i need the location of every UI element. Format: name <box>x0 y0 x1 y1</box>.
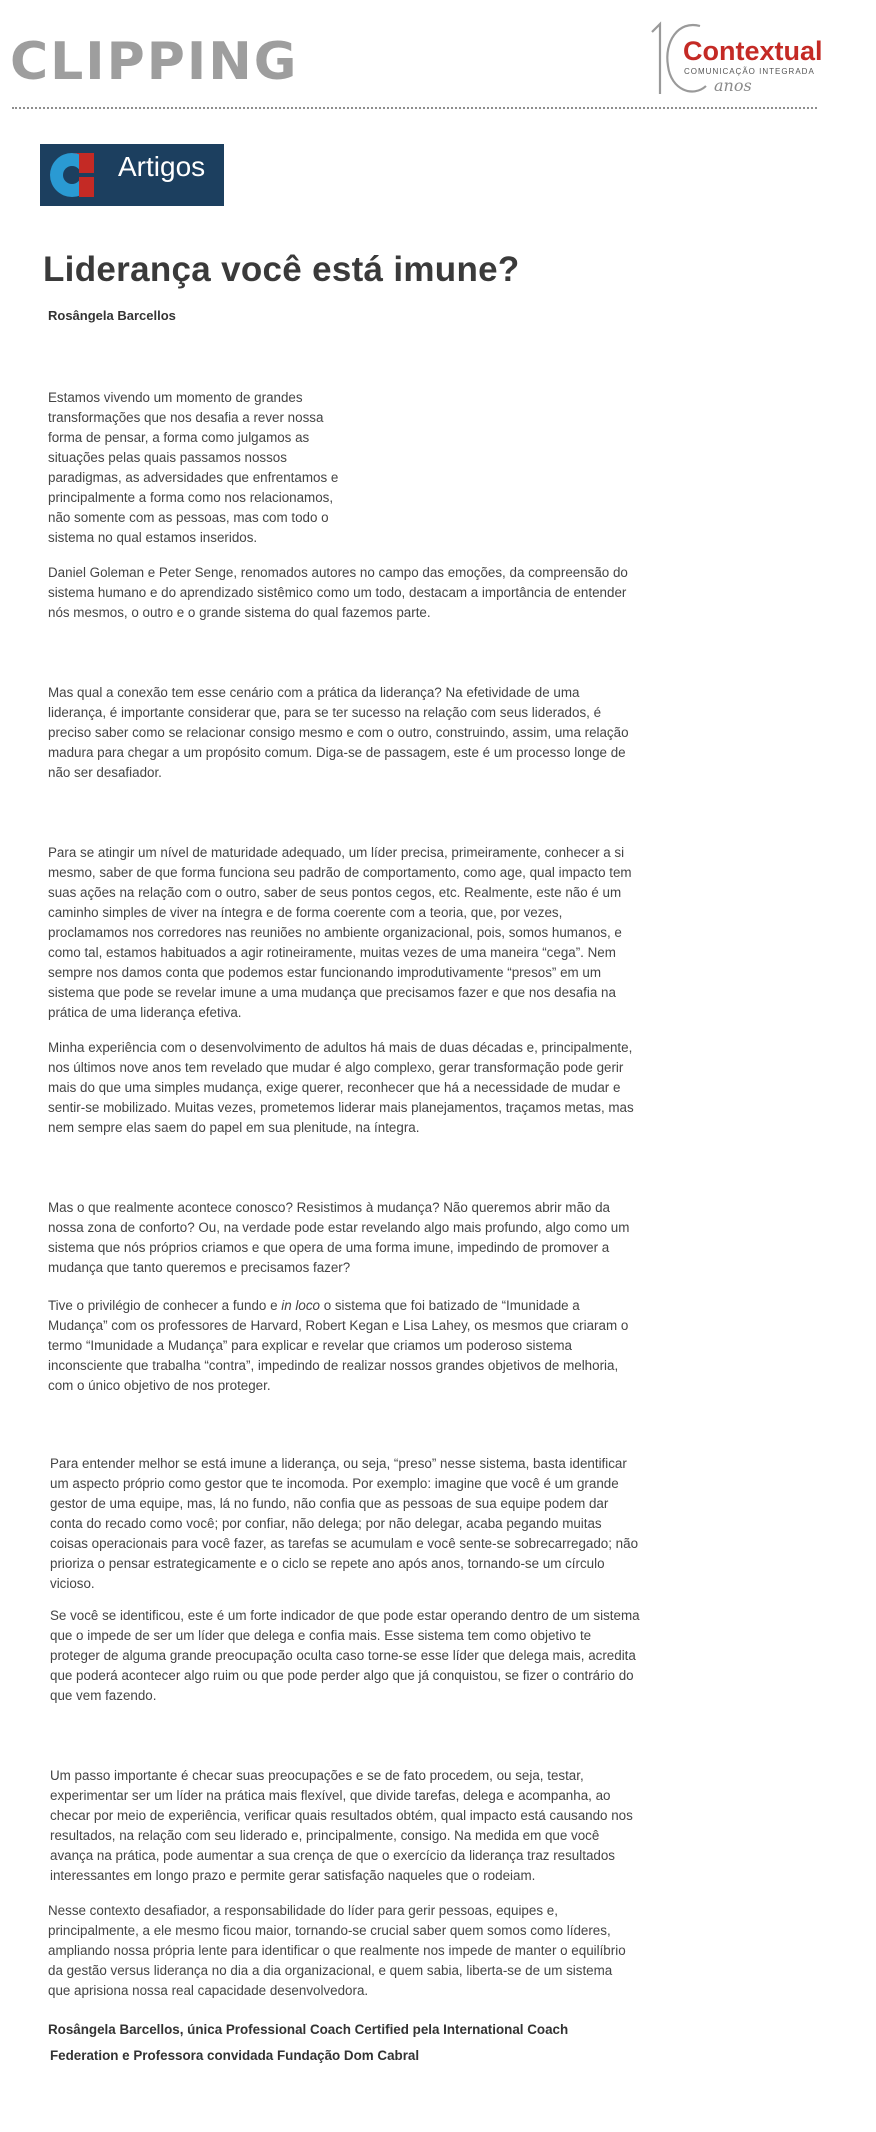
article-paragraph: Para se atingir um nível de maturidade adequado, um líder precisa, primeiramente, conhecer a si mesmo, saber de que forma funciona seu padrão de comportamento, como age, qual impacto tem suas ações na relação com o outro, saber de seus pontos cegos, etc. Realmente, este não é um caminho simples de viver na íntegra e de forma coerente com a teoria, que, por vezes, proclamamos nos corredores nas reuniões no ambiente organizacional, pois, somos humanos, e como tal, estamos habituados a agir rotineiramente, muitas vezes de uma maneira “cega”. Nem sempre nos damos conta que podemos estar funcionando improdutivamente “presos” em um sistema que pode se revelar imune a uma mudança que precisamos fazer e que nos desafia na prática de uma liderança efetiva. <box>48 845 632 1020</box>
italic-term: in loco <box>281 1298 320 1313</box>
logo-tagline: COMUNICAÇÃO INTEGRADA <box>684 67 815 76</box>
article-paragraph: Nesse contexto desafiador, a responsabilidade do líder para gerir pessoas, equipes e, principalmente, a ele mesmo ficou maior, tornando-se crucial saber quem somos como líderes, ampliando nossa própria lente para identificar o que realmente nos impede de manter o equilíbrio da gestão versus liderança no dia a dia organizacional, e quem sabia, liberta-se de um sistema que aprisiona nossa real capacidade desenvolvedora. <box>48 1903 626 1998</box>
article-paragraph: Se você se identificou, este é um forte indicador de que pode estar operando dentro de um sistema que o impede de ser um líder que delega e confia mais. Esse sistema tem como objetivo te proteger de alguma grande preocupação oculta caso torne-se esse líder que delega mais, acredita que poderá acontecer algo ruim ou que pode perder algo que já conquistou, se fizer o contrário do que vem fazendo. <box>50 1608 640 1703</box>
header-divider <box>12 107 817 109</box>
clipping-title: CLIPPING <box>10 32 299 92</box>
article-paragraph: Mas qual a conexão tem esse cenário com a prática da liderança? Na efetividade de uma liderança, é importante considerar que, para se ter sucesso na relação com seus liderados, é preciso saber como se relacionar consigo mesmo e com o outro, construindo, assim, uma relação madura para chegar a um propósito comum. Diga-se de passagem, este é um processo longe de não ser desafiador. <box>48 685 629 780</box>
article-paragraph: Minha experiência com o desenvolvimento de adultos há mais de duas décadas e, principalmente, nos últimos nove anos tem revelado que mudar é algo complexo, gerar transformação pode gerir mais do que uma simples mudança, exige querer, reconhecer que há a necessidade de mudar e sentir-se mobilizado. Muitas vezes, prometemos liderar mais planejamentos, traçamos metas, mas nem sempre elas saem do papel em sua plenitude, na íntegra. <box>48 1040 634 1135</box>
article-paragraph-loco: Tive o privilégio de conhecer a fundo e in loco o sistema que foi batizado de “Imunidade a Mudança” com os professores de Harvard, Robert Kegan e Lisa Lahey, os mesmos que criaram o termo “Imunidade a Mudança” para explicar e revelar que criamos um poderoso sistema inconsciente que trabalha “contra”, impedindo de realizar nossos grandes objetivos de melhoria, com o único objetivo de nos proteger. <box>48 1298 629 1393</box>
logo-name: Contextual <box>683 36 823 66</box>
article-title: Liderança você está imune? <box>43 250 520 289</box>
logo-years: anos <box>714 76 752 95</box>
article-paragraph: Para entender melhor se está imune a liderança, ou seja, “preso” nesse sistema, basta identificar um aspecto próprio como gestor que te incomoda. Por exemplo: imagine que você é um grande gestor de uma equipe, mas, lá no fundo, não confia que as pessoas de sua equipe podem dar conta do recado como você; por confiar, não delega; por não delegar, acaba pegando muitas coisas operacionais para você fazer, as tarefas se acumulam e você sente-se sobrecarregado; não prioriza o pensar estrategicamente e o ciclo se repete ano após anos, tornando-se um círculo vicioso. <box>50 1456 639 1591</box>
section-label: Artigos <box>118 151 206 182</box>
article-paragraph: Daniel Goleman e Peter Senge, renomados autores no campo das emoções, da compreensão do sistema humano e do aprendizado sistêmico como um todo, destacam a importância de entender nós mesmos, o outro e o grande sistema do qual fazemos parte. <box>48 565 628 620</box>
contextual-logo <box>638 18 823 100</box>
article-paragraph: Estamos vivendo um momento de grandes transformações que nos desafia a rever nossa forma de pensar, a forma como julgamos as situações pelas quais passamos nossos paradigmas, as adversidades que enfrentamos e principalmente a forma como nos relacionamos, não somente com as pessoas, mas com todo o sistema no qual estamos inseridos. <box>48 390 339 545</box>
article-paragraph: Um passo importante é checar suas preocupações e se de fato procedem, ou seja, testar, experimentar ser um líder na prática mais flexível, que divide tarefas, delega e acompanha, ao checar por meio de experiência, verificar quais resultados obtém, qual impacto está causando nos resultados, na relação com seu liderado e, principalmente, consigo. Na medida em que você avança na prática, pode aumentar a sua crença de que o exercício da liderança traz resultados interessantes em longo prazo e permite gerar satisfação naqueles que o rodeiam. <box>50 1768 633 1883</box>
contextual-mark-icon <box>46 147 102 203</box>
article-paragraph: Mas o que realmente acontece conosco? Resistimos à mudança? Não queremos abrir mão da nossa zona de conforto? Ou, na verdade pode estar revelando algo mais profundo, algo como um sistema que nós próprios criamos e que opera de uma forma imune, impedindo de promover a mudança que tanto queremos e precisamos fazer? <box>48 1200 630 1275</box>
author-signature-line2: Federation e Professora convidada Fundação Dom Cabral <box>50 2048 420 2063</box>
author-signature-line1: Rosângela Barcellos, única Professional Coach Certified pela International Coach <box>48 2022 569 2037</box>
article-author: Rosângela Barcellos <box>48 308 176 323</box>
section-badge <box>40 144 224 206</box>
